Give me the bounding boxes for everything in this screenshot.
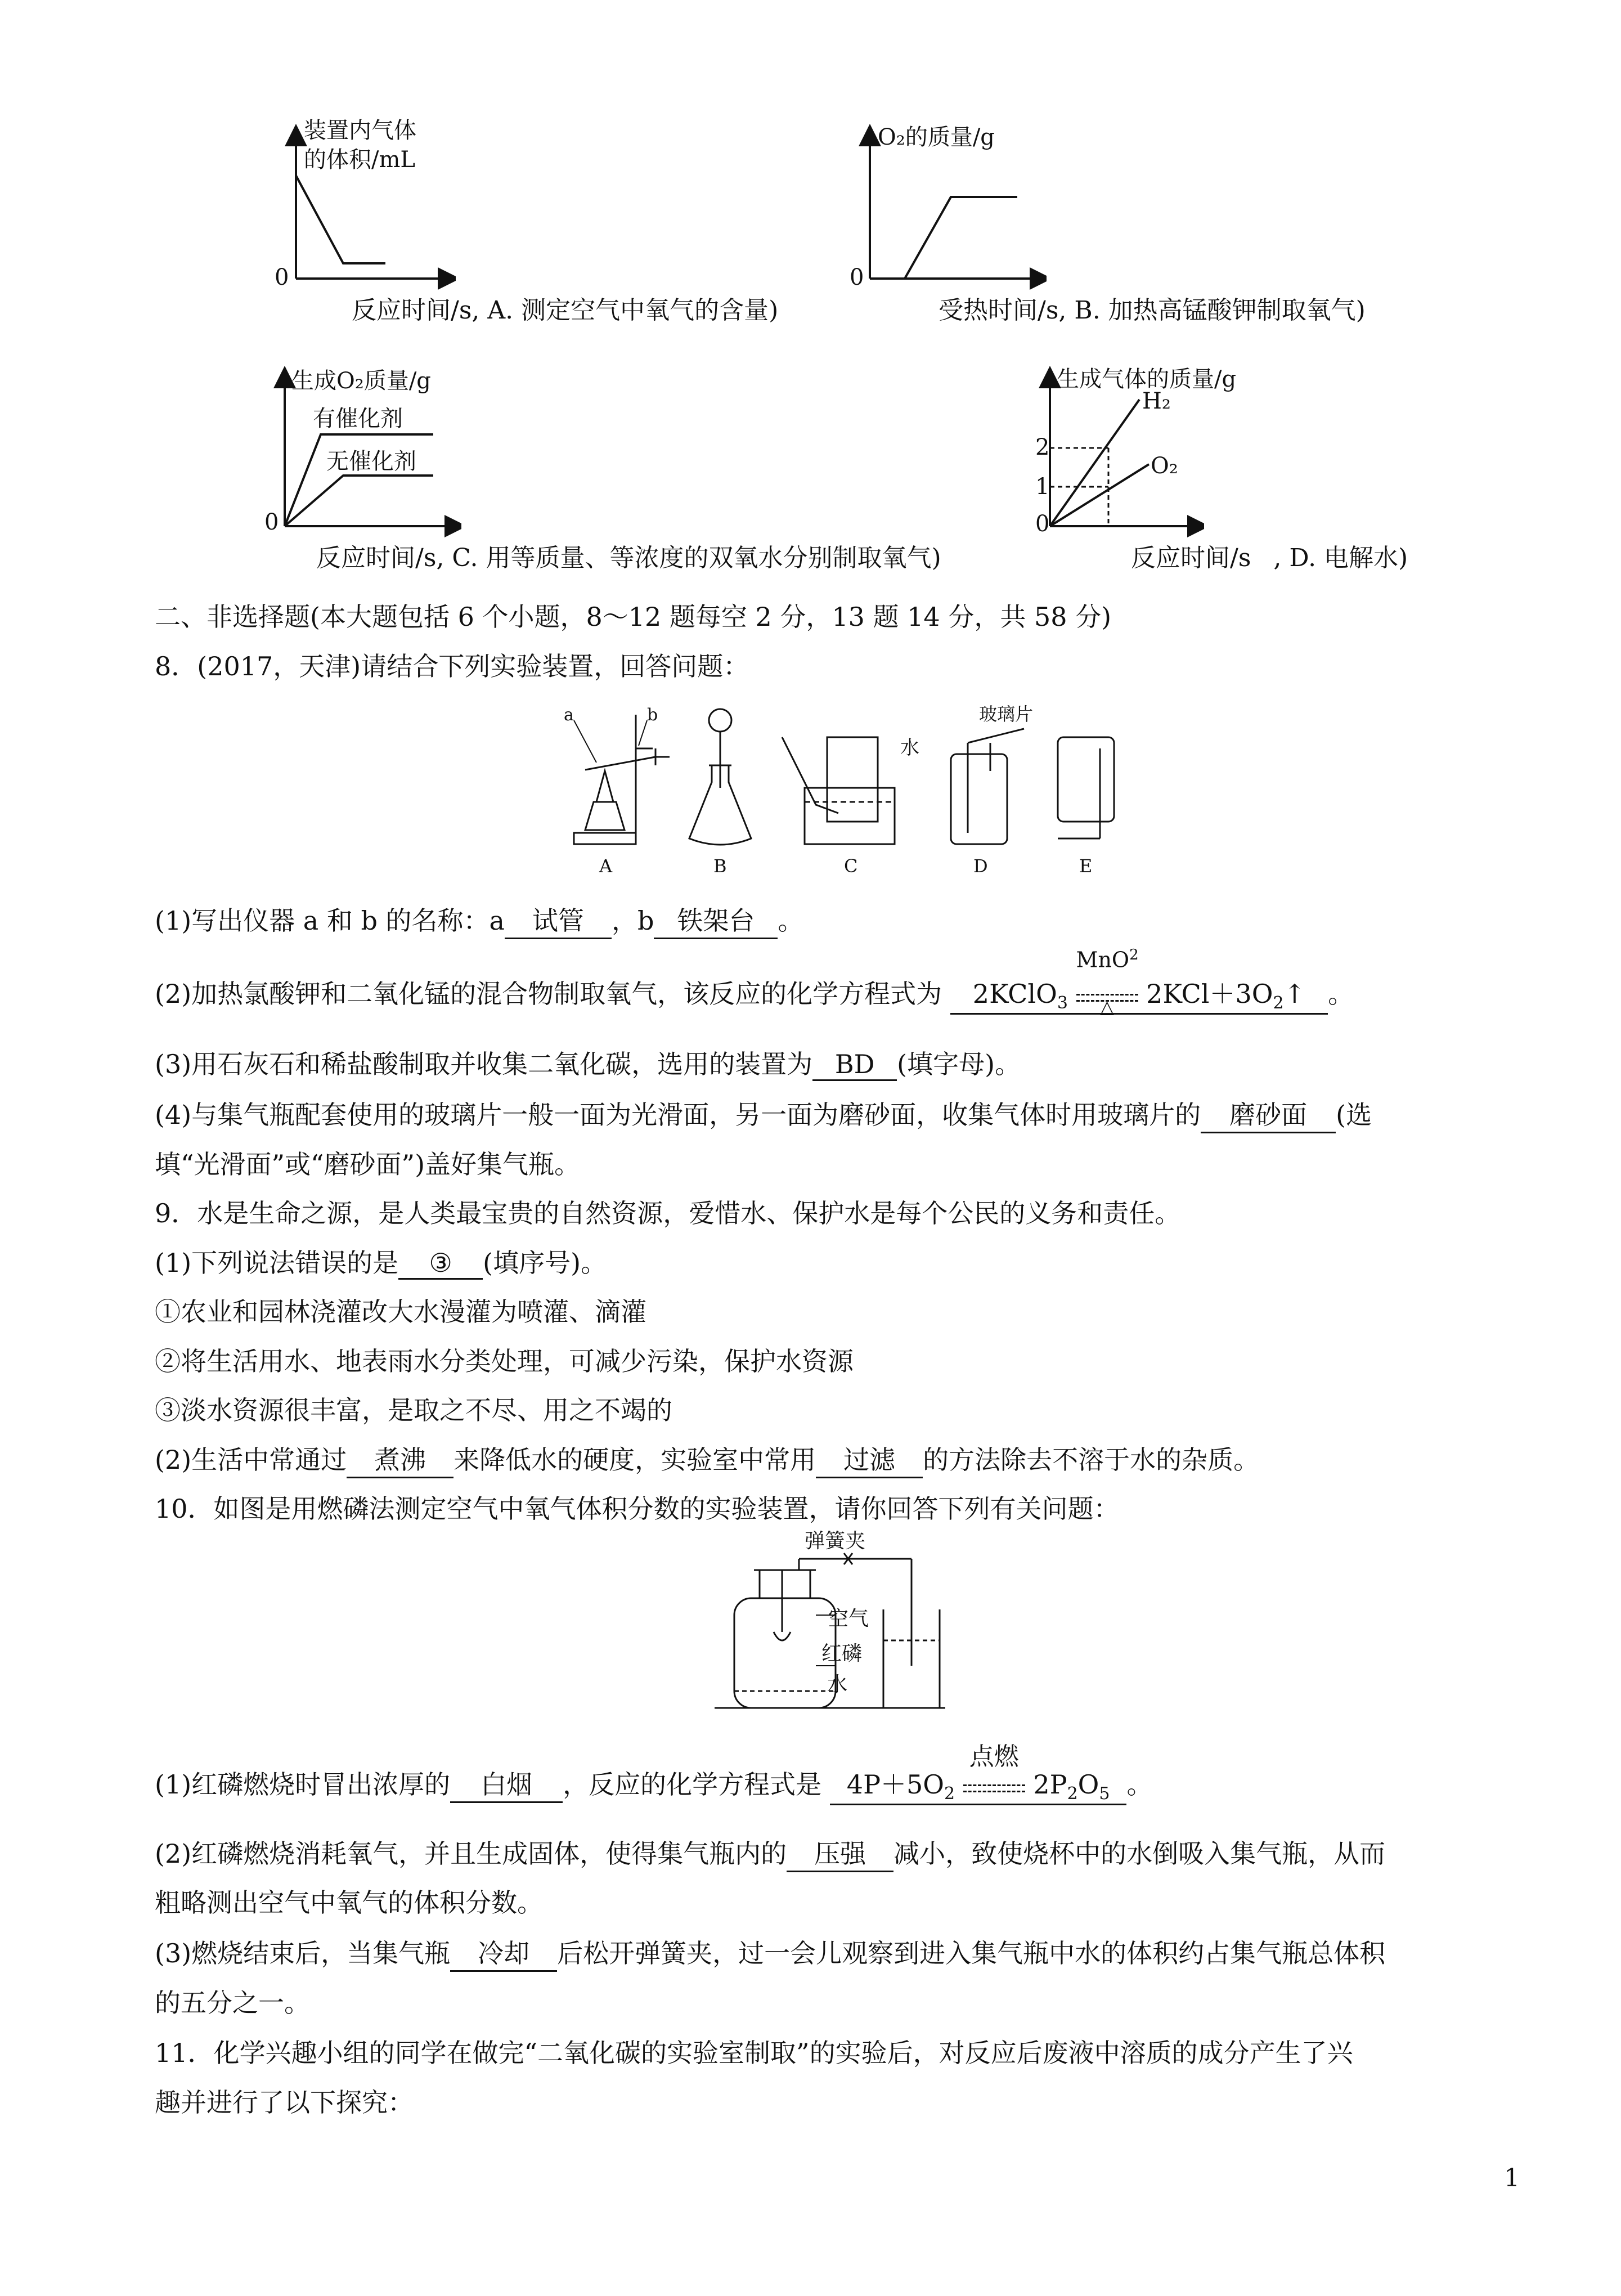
q9-stem: 9．水是生命之源，是人类最宝贵的自然资源，爱惜水、保护水是每个公民的义务和责任。 — [155, 1198, 1181, 1228]
apparatus-label-water: 水 — [900, 737, 919, 759]
q8-p4-prefix: (4)与集气瓶配套使用的玻璃片一般一面为光滑面，另一面为磨砂面，收集气体时用玻璃片的 — [155, 1100, 1201, 1130]
apparatus-caption-b: B — [713, 855, 727, 877]
q8-p1-prefix: (1)写出仪器 a 和 b 的名称：a — [155, 905, 505, 936]
graph-c-xlabel-caption — [316, 537, 941, 573]
q10-label-air: 空气 — [828, 1607, 869, 1630]
q10-label-phosphorus: 红磷 — [821, 1642, 863, 1665]
graph-b-origin: 0 — [850, 264, 864, 290]
apparatus-label-b: b — [647, 705, 658, 725]
q8-p1-mid: ，b — [611, 905, 654, 936]
q9-part1 — [155, 1243, 607, 1280]
q10-part2-line2: 粗略测出空气中氧气的体积分数。 — [155, 1887, 543, 1918]
q8-eq-rhs: 2KCl＋3O — [1146, 979, 1273, 1009]
q9-p1-prefix: (1)下列说法错误的是 — [155, 1248, 399, 1278]
q10-p1-post: 。 — [1126, 1769, 1153, 1800]
q10-eq-rhs-mid: O — [1077, 1769, 1099, 1800]
q8-answer-surface: 磨砂面 — [1201, 1095, 1336, 1133]
graph-d-o2-line — [1050, 464, 1149, 526]
apparatus-d — [951, 729, 1024, 844]
graph-d-xlabel-caption — [1131, 537, 1408, 573]
graph-d-ylabel: 生成气体的质量/g — [1057, 366, 1237, 392]
q8-eq-cond-top: MnO — [1076, 947, 1130, 972]
graph-c-caption: , C. 用等质量、等浓度的双氧水分别制取氧气) — [436, 544, 941, 572]
graph-b-ylabel: O₂的质量/g — [878, 124, 995, 150]
q8-eq-cond-bottom: △ — [1100, 996, 1114, 1017]
q10-p2-prefix: (2)红磷燃烧消耗氧气，并且生成固体，使得集气瓶内的 — [155, 1838, 787, 1869]
q8-apparatus-figure — [563, 703, 1125, 884]
apparatus-label-a: a — [564, 705, 574, 725]
graph-b-xlabel: 受热时间/s — [939, 296, 1059, 325]
graph-c-curve-1-label: 有催化剂 — [313, 406, 403, 432]
graph-c-ylabel: 生成O₂质量/g — [291, 368, 431, 394]
q10-answer-smoke: 白烟 — [450, 1764, 563, 1803]
graph-d-tick-2: 2 — [1035, 434, 1050, 460]
q9-answer-boil: 煮沸 — [347, 1440, 453, 1478]
q10-label-clamp: 弹簧夹 — [805, 1530, 866, 1553]
graph-d-tick-1: 1 — [1035, 474, 1050, 500]
q9-p1-post: (填序号)。 — [483, 1248, 607, 1278]
q9-option-1: ①农业和园林浇灌改大水漫灌为喷灌、滴灌 — [155, 1297, 646, 1327]
q11-line1: 11．化学兴趣小组的同学在做完“二氧化碳的实验室制取”的实验后，对反应后废液中溶质的成分产生了兴 — [155, 2038, 1353, 2068]
graph-c-xlabel: 反应时间/s — [316, 544, 437, 572]
graph-c-curve-no-catalyst — [285, 476, 433, 526]
q8-eq-condition — [1076, 947, 1139, 1017]
q8-p2-post: 。 — [1328, 979, 1354, 1009]
q10-part3-line2: 的五分之一。 — [155, 1988, 310, 2018]
q9-p2-post: 的方法除去不溶于水的杂质。 — [923, 1445, 1260, 1475]
q8-p3-post: (填字母)。 — [897, 1049, 1021, 1079]
q8-part3 — [155, 1044, 1021, 1081]
graph-a-origin: 0 — [275, 264, 289, 290]
q8-eq-rhs-sub: 2 — [1273, 993, 1284, 1014]
section-heading: 二、非选择题(本大题包括 6 个小题，8～12 题每空 2 分，13 题 14 分，共 58 分) — [155, 602, 1112, 632]
q10-p3-prefix: (3)燃烧结束后，当集气瓶 — [155, 1938, 451, 1968]
q8-eq-arrow: ↑ — [1283, 979, 1306, 1009]
q8-p3-prefix: (3)用石灰石和稀盐酸制取并收集二氧化碳，选用的装置为 — [155, 1049, 813, 1079]
q10-eq-lhs: 4P＋5O — [846, 1769, 944, 1800]
q10-equation — [830, 1742, 1127, 1805]
q8-stem: 8．(2017，天津)请结合下列实验装置，回答问题： — [155, 651, 749, 681]
q10-eq-condition — [963, 1742, 1025, 1792]
q8-p4-post: (选 — [1336, 1100, 1372, 1130]
q9-p2-mid: 来降低水的硬度，实验室中常用 — [453, 1445, 816, 1475]
q9-answer-filter: 过滤 — [816, 1440, 923, 1478]
graph-a-xlabel-caption — [352, 290, 778, 326]
graph-c-origin: 0 — [264, 509, 279, 535]
graph-d-h2-line — [1050, 400, 1139, 526]
q8-eq-lhs-sub: 3 — [1057, 993, 1068, 1014]
q8-part4-line2: 填“光滑面”或“磨砂面”)盖好集气瓶。 — [155, 1149, 581, 1180]
q9-option-2: ②将生活用水、地表雨水分类处理，可减少污染，保护水资源 — [155, 1346, 854, 1376]
graph-b-caption: , B. 加热高锰酸钾制取氧气) — [1058, 296, 1366, 325]
q10-eq-rhs-sub2: 5 — [1099, 1784, 1110, 1804]
q8-answer-a: 试管 — [505, 900, 612, 939]
q8-part4 — [155, 1095, 1372, 1133]
q8-answer-b: 铁架台 — [654, 900, 778, 939]
graph-b-xlabel-caption — [939, 290, 1366, 326]
q8-equation — [950, 947, 1328, 1017]
graph-d-series-o2: O₂ — [1151, 453, 1178, 479]
q10-eq-rhs-sub1: 2 — [1067, 1784, 1078, 1804]
graph-d-xlabel: 反应时间/s — [1131, 544, 1251, 572]
q8-part1 — [155, 900, 803, 939]
graph-a-ylabel-1: 装置内气体 — [304, 118, 416, 144]
apparatus-a — [574, 715, 670, 844]
q8-eq-cond-sup: 2 — [1129, 947, 1139, 963]
q8-part2 — [155, 947, 1354, 1017]
graph-a-curve — [296, 176, 385, 263]
q11-line2: 趣并进行了以下探究： — [155, 2087, 414, 2118]
q8-answer-apparatus: BD — [812, 1049, 897, 1081]
apparatus-caption-d: D — [973, 855, 988, 877]
apparatus-e — [1058, 737, 1114, 838]
apparatus-b — [689, 709, 751, 845]
apparatus-label-glass: 玻璃片 — [979, 703, 1034, 725]
q10-answer-pressure: 压强 — [787, 1833, 893, 1872]
q8-p1-post: 。 — [778, 905, 804, 936]
q9-answer-wrong: ③ — [398, 1248, 483, 1280]
q8-eq-lhs: 2KClO — [972, 979, 1057, 1009]
q10-part1 — [155, 1742, 1153, 1805]
q9-part2 — [155, 1440, 1259, 1478]
q10-eq-cond-top: 点燃 — [969, 1742, 1019, 1771]
graph-a-ylabel-2: 的体积/mL — [304, 147, 415, 173]
graph-d-caption: , D. 电解水) — [1273, 544, 1408, 572]
q10-label-water: 水 — [827, 1673, 848, 1696]
apparatus-c — [782, 737, 895, 844]
graph-a-xlabel: 反应时间/s — [352, 296, 472, 325]
apparatus-caption-a: A — [599, 855, 613, 877]
q10-p2-post: 减小，致使烧杯中的水倒吸入集气瓶，从而 — [893, 1838, 1386, 1869]
graph-d-series-h2: H₂ — [1142, 388, 1171, 414]
apparatus-caption-c: C — [844, 855, 858, 877]
q10-eq-rhs: 2P — [1033, 1769, 1067, 1800]
graph-d-origin: 0 — [1035, 511, 1050, 537]
q10-p3-post: 后松开弹簧夹，过一会儿观察到进入集气瓶中水的体积约占集气瓶总体积 — [557, 1938, 1386, 1968]
q10-eq-lhs-sub: 2 — [944, 1784, 955, 1804]
graph-a-caption: , A. 测定空气中氧气的含量) — [472, 296, 779, 325]
graph-b-curve — [905, 197, 1017, 279]
q10-part2 — [155, 1833, 1385, 1872]
graph-c-curve-2-label: 无催化剂 — [326, 449, 416, 474]
apparatus-caption-e: E — [1079, 855, 1093, 877]
q8-p2-prefix: (2)加热氯酸钾和二氧化锰的混合物制取氧气，该反应的化学方程式为 — [155, 979, 942, 1009]
q10-part3 — [155, 1933, 1385, 1972]
q9-p2-prefix: (2)生活中常通过 — [155, 1445, 347, 1475]
q10-p1-mid: ，反应的化学方程式是 — [563, 1769, 822, 1800]
q10-stem: 10．如图是用燃磷法测定空气中氧气体积分数的实验装置，请你回答下列有关问题： — [155, 1494, 1120, 1524]
page-number: 1 — [1504, 2164, 1520, 2192]
q9-option-3: ③淡水资源很丰富，是取之不尽、用之不竭的 — [155, 1395, 672, 1425]
q10-answer-cool: 冷却 — [450, 1933, 557, 1972]
q10-p1-prefix: (1)红磷燃烧时冒出浓厚的 — [155, 1769, 451, 1800]
